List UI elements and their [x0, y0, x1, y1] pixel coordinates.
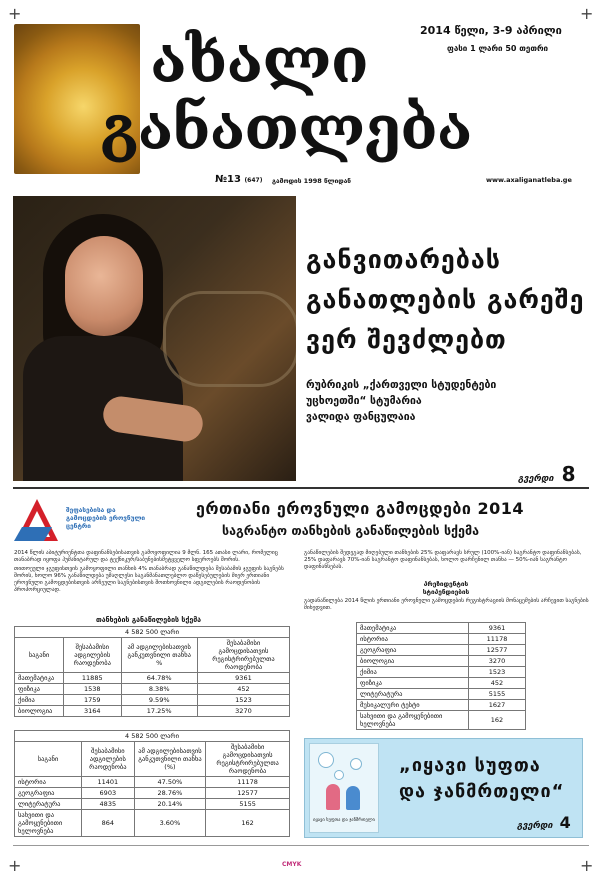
- promo-page-ref[interactable]: [517, 813, 571, 832]
- table-cell: 17.25%: [121, 706, 197, 717]
- promo-bubble-icon: [318, 752, 334, 768]
- masthead-title-line1: ახალი: [150, 24, 368, 97]
- table-cell: მუსიკალური ტესტი: [357, 700, 469, 711]
- article-paragraph-2: თითოეული ჯგუფისთვის გამოყოფილი თანხის 4% თანაბრად განაწილდება შესაბამის ჯგუფის საგნებს შორის, ხოლო 96% განაწილდება უმაღლესი საგანმანათლებლო დაწესებულების მიერ ერთიანი ეროვნული გამოცდებისთვის არჩეული საგნებისთვის შოთხოვნილი ადგილების რაოდენობის პროპორციულად.: [14, 566, 284, 593]
- feature-photo: [13, 196, 296, 481]
- table-cell: 11885: [64, 673, 122, 684]
- table-cell: მათემატიკა: [15, 673, 64, 684]
- table-cell: 6903: [82, 788, 135, 799]
- table-row: [357, 678, 526, 689]
- promo-title-line1: „იყავი სუფთა: [399, 755, 541, 776]
- table-cell: 9361: [197, 673, 289, 684]
- exam-center-logo: [14, 497, 60, 543]
- exam-center-name-line1: შეფასებისა და: [66, 506, 116, 514]
- feature-subhead: [306, 377, 496, 425]
- table-cell: 162: [469, 711, 526, 730]
- feature-subhead-line2: უცხოეთში“ სტუმარია: [306, 395, 422, 407]
- table-cell: 1538: [64, 684, 122, 695]
- table2-header-row: [15, 742, 290, 777]
- table3-wrapper: [356, 622, 526, 730]
- table-cell: 12577: [206, 788, 290, 799]
- table-row: [357, 711, 526, 730]
- photo-fence: [163, 291, 296, 387]
- promo-child-figure: [346, 786, 360, 810]
- promo-title: [399, 753, 564, 805]
- table-row: [357, 634, 526, 645]
- triangle-logo-icon: [14, 497, 60, 543]
- photo-subject-face: [65, 236, 143, 336]
- table1-header-row: [15, 638, 290, 673]
- table-cell: 9.59%: [121, 695, 197, 706]
- table-cell: 47.50%: [134, 777, 206, 788]
- crop-mark-top-left: +: [8, 4, 22, 23]
- table-cell: 3270: [469, 656, 526, 667]
- table-cell: სახვითი და გამოყენებითი ხელოვნება: [357, 711, 469, 730]
- table-cell: სახვითი და გამოყენებითი ხელოვნება: [15, 810, 82, 837]
- article-title: ერთიანი ეროვნული გამოცდები 2014: [196, 499, 525, 518]
- feature-headline-line3: ვერ შევძლებთ: [306, 325, 507, 354]
- issue-number-main: №13: [215, 174, 241, 185]
- feature-headline-line2: განათლების გარეშე: [306, 285, 585, 314]
- issue-number: [215, 174, 262, 185]
- table-cell: 1759: [64, 695, 122, 706]
- masthead-title-line2: განათლება: [100, 94, 472, 164]
- promo-bubble-icon: [350, 758, 362, 770]
- table-cell: ფიზიკა: [357, 678, 469, 689]
- article-paragraph-right-1: განაწილების შედეგად მიღებული თანხების 25% დაფარავს სრულ (100%-იან) საგრანტო დაფინანსებას, 25% დაფარავს 70%-იან საგრანტო დაფინანსებას, ხოლო დარჩენილ თანხა — 50%-იან საგრანტო დაფინანსებას.: [304, 550, 582, 570]
- feature-subhead-line1: რუბრიკის „ქართველი სტუდენტები: [306, 379, 497, 391]
- table-row: [357, 700, 526, 711]
- table-row: [15, 810, 290, 837]
- promo-page-label: გვერდი: [517, 821, 553, 831]
- table-row: [15, 695, 290, 706]
- table-cell: 864: [82, 810, 135, 837]
- table-row: [357, 656, 526, 667]
- table-cell: 452: [469, 678, 526, 689]
- table-cell: 3164: [64, 706, 122, 717]
- issue-since: გამოდის 1998 წლიდან: [272, 177, 351, 185]
- table-row: [15, 684, 290, 695]
- section-divider: [13, 487, 589, 489]
- right-heading-line1: პრეზიდენტის: [423, 580, 469, 588]
- table-cell: 8.38%: [121, 684, 197, 695]
- article-paragraph-right-2: გადანაწილება 2014 წლის ერთიანი ეროვნული გამოცდების რეგისტრაციის მონაცემების არჩევით საგნების მიხედვით.: [304, 598, 589, 611]
- table-row: [357, 645, 526, 656]
- exam-center-name-line2: გამოცდების ეროვნული: [66, 514, 146, 522]
- right-heading: [386, 580, 506, 596]
- table1-header-cell: საგანი: [15, 638, 64, 673]
- table2: [14, 730, 290, 837]
- table-cell: 1627: [469, 700, 526, 711]
- table-cell: 9361: [469, 623, 526, 634]
- table-cell: 452: [197, 684, 289, 695]
- table-cell: ქიმია: [15, 695, 64, 706]
- table-cell: ფიზიკა: [15, 684, 64, 695]
- table1-total-row: [15, 627, 290, 638]
- promo-page-number: 4: [559, 813, 571, 832]
- promo-child-figure: [326, 784, 340, 810]
- article-subtitle: საგრანტო თანხების განაწილების სქემა: [222, 523, 480, 538]
- issue-price: ფასი 1 ლარი 50 თეთრი: [447, 44, 549, 53]
- table-row: [15, 673, 290, 684]
- issue-date: 2014 წელი, 3-9 აპრილი: [420, 24, 562, 37]
- article-body-left: [14, 550, 296, 594]
- table-cell: ისტორია: [357, 634, 469, 645]
- exam-center-name: [66, 506, 145, 530]
- table-cell: 11178: [469, 634, 526, 645]
- table-cell: 28.76%: [134, 788, 206, 799]
- table-row: [15, 706, 290, 717]
- right-heading-line2: სტიპენდიების: [422, 588, 470, 596]
- table-cell: 5155: [206, 799, 290, 810]
- feature-page-label: გვერდი: [518, 474, 554, 484]
- table-cell: 3.60%: [134, 810, 206, 837]
- table2-header-cell: საგანი: [15, 742, 82, 777]
- table2-total: 4 582 500 ლარი: [15, 731, 290, 742]
- table-cell: ლიტერატურა: [357, 689, 469, 700]
- feature-page-number: 8: [561, 462, 576, 486]
- table1-wrapper: [14, 626, 290, 717]
- crop-mark-bottom-left: +: [8, 856, 22, 875]
- table-cell: გეოგრაფია: [357, 645, 469, 656]
- table-cell: ბიოლოგია: [15, 706, 64, 717]
- exam-center-name-line3: ცენტრი: [66, 522, 91, 530]
- table3: [356, 622, 526, 730]
- table-cell: მათემატიკა: [357, 623, 469, 634]
- table-row: [357, 667, 526, 678]
- table-row: [357, 623, 526, 634]
- promo-bubble-icon: [334, 770, 344, 780]
- table-cell: 1523: [469, 667, 526, 678]
- article-paragraph-1: 2014 წლის აბიტურიენტთა დაფინანსებისათვის გამოყოფილია 9 მლნ. 165 ათასი ლარი, რომელიც თანაბრად იყოფა ჰუმანიტარულ და ტექნიკურ/საბუნებისმეტყველო სფეროებს შორის.: [14, 550, 278, 563]
- feature-headline-line1: განვითარებას: [306, 245, 501, 274]
- table2-header-cell: ამ ადგილებისათვის განკუთვნილი თანხა (%): [134, 742, 206, 777]
- promo-thumbnail: [309, 743, 379, 833]
- cmyk-label: CMYK: [282, 861, 302, 868]
- table-cell: ლიტერატურა: [15, 799, 82, 810]
- table-row: [15, 799, 290, 810]
- table-cell: ბიოლოგია: [357, 656, 469, 667]
- table1-header-cell: ამ ადგილებისათვის განკუთვნილი თანხა %: [121, 638, 197, 673]
- promo-box[interactable]: [304, 738, 583, 838]
- feature-subhead-line3: ვალიდა ფანცულაია: [306, 411, 416, 423]
- table-heading: თანხების განაწილების სქემა: [96, 616, 202, 624]
- table-cell: 1523: [197, 695, 289, 706]
- feature-headline: [306, 240, 585, 360]
- promo-title-line2: და ჯანმრთელი“: [399, 781, 565, 802]
- crop-mark-top-right: +: [580, 4, 594, 23]
- table-cell: 3270: [197, 706, 289, 717]
- website-url[interactable]: www.axaliganatleba.ge: [486, 176, 572, 184]
- table-cell: 11178: [206, 777, 290, 788]
- article-body-right: [304, 550, 590, 571]
- table1-total: 4 582 500 ლარი: [15, 627, 290, 638]
- table-cell: 11401: [82, 777, 135, 788]
- feature-page-ref[interactable]: [518, 462, 576, 486]
- table-row: [15, 777, 290, 788]
- crop-mark-bottom-right: +: [580, 856, 594, 875]
- table-cell: 20.14%: [134, 799, 206, 810]
- issue-number-total: (647): [244, 177, 263, 184]
- table2-header-cell: შესაბამისი ადგილების რაოდენობა: [82, 742, 135, 777]
- table-cell: 12577: [469, 645, 526, 656]
- table-cell: 4835: [82, 799, 135, 810]
- table-cell: ისტორია: [15, 777, 82, 788]
- table2-header-cell: შესაბამისი გამოცდისათვის რეგისტრირებულთა რაოდენობა: [206, 742, 290, 777]
- table2-total-row: [15, 731, 290, 742]
- table1-header-cell: შესაბამისი გამოცდისათვის რეგისტრირებულთა რაოდენობა: [197, 638, 289, 673]
- table-row: [357, 689, 526, 700]
- table-cell: გეოგრაფია: [15, 788, 82, 799]
- table-cell: 64.78%: [121, 673, 197, 684]
- table1: [14, 626, 290, 717]
- table-cell: 162: [206, 810, 290, 837]
- table1-header-cell: შესაბამისი ადგილების რაოდენობა: [64, 638, 122, 673]
- promo-thumb-caption: იყავი სუფთა და ჯანმრთელი: [313, 818, 375, 823]
- table-cell: 5155: [469, 689, 526, 700]
- table-row: [15, 788, 290, 799]
- table-cell: ქიმია: [357, 667, 469, 678]
- table2-wrapper: [14, 730, 290, 837]
- footer-divider: [13, 845, 589, 846]
